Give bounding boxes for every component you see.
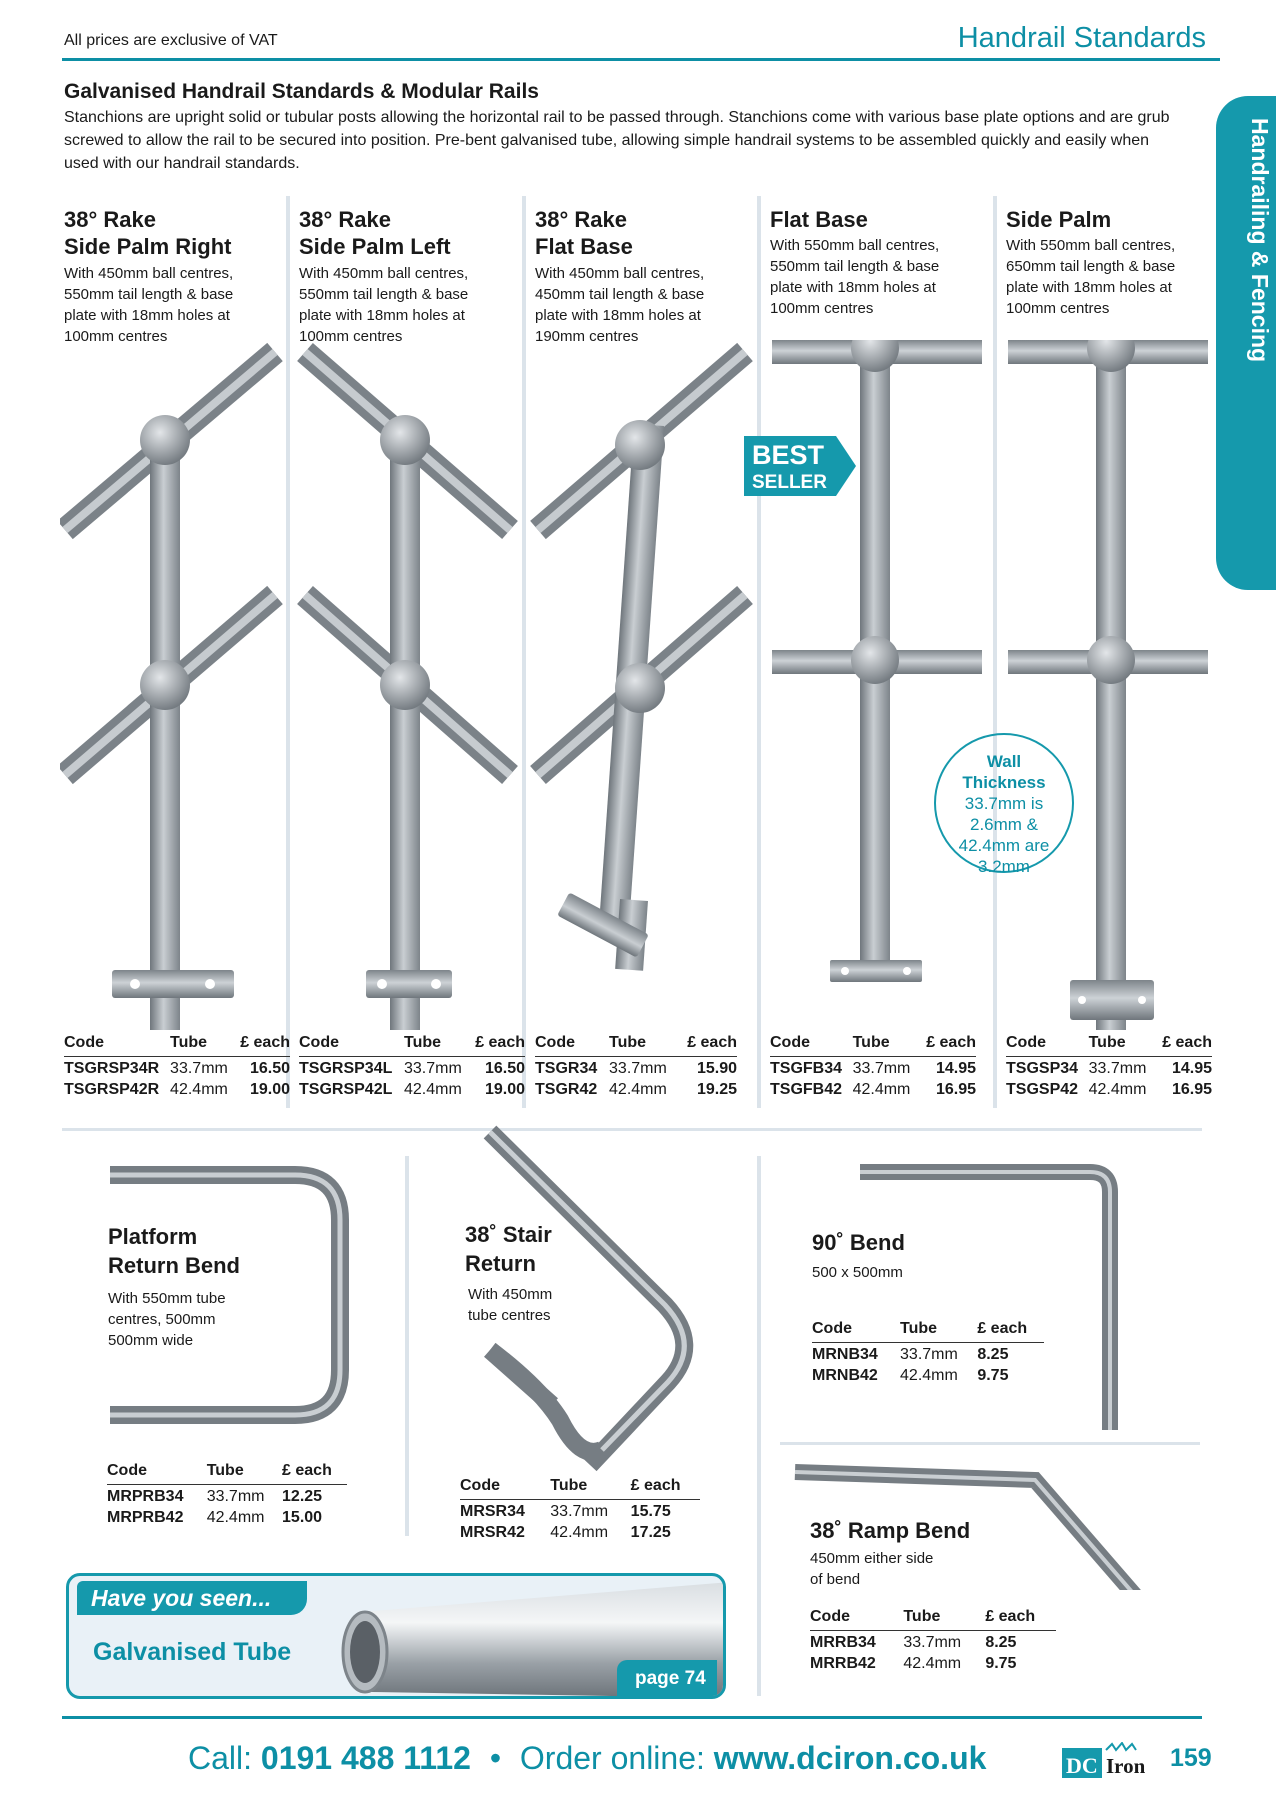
cell-code: TSGRSP42L — [299, 1081, 393, 1098]
cell-tube: 33.7mm — [170, 1060, 228, 1077]
table-row — [812, 1343, 1044, 1365]
section-title: Handrail Standards — [957, 22, 1206, 54]
price-table — [770, 1032, 976, 1099]
price-table — [1006, 1032, 1212, 1099]
table-row — [810, 1631, 1056, 1653]
phone-number[interactable]: 0191 488 1112 — [260, 1740, 471, 1776]
table-row — [460, 1521, 700, 1542]
table-row — [810, 1652, 1056, 1673]
title-line: Return Bend — [108, 1253, 240, 1278]
wall-note-line: Wall — [986, 752, 1022, 771]
cell-price: 9.75 — [985, 1655, 1017, 1672]
cell-code: MRPRB42 — [107, 1509, 184, 1526]
price-table — [64, 1032, 290, 1099]
header-price: £ each — [282, 1460, 347, 1485]
stanchion-illustrations — [60, 340, 1210, 1030]
table-row — [107, 1506, 347, 1527]
table-row — [299, 1078, 525, 1099]
wall-thickness-note — [934, 733, 1074, 876]
product-title — [64, 206, 231, 260]
product-title-line: Side Palm — [1006, 207, 1112, 232]
header-code: Code — [810, 1606, 903, 1631]
header-price: £ each — [985, 1606, 1056, 1631]
website-link[interactable]: www.dciron.co.uk — [713, 1740, 987, 1776]
cell-code: TSGFB42 — [770, 1081, 843, 1098]
table-row — [64, 1078, 290, 1099]
desc-line: of bend — [810, 1571, 861, 1588]
cell-tube: 42.4mm — [852, 1081, 911, 1098]
header-price: £ each — [1155, 1032, 1212, 1057]
desc-line: centres, 500mm — [108, 1311, 216, 1328]
cell-price: 8.25 — [985, 1634, 1017, 1651]
cell-tube: 33.7mm — [852, 1060, 911, 1077]
cell-code: TSGSP34 — [1006, 1060, 1079, 1077]
cell-tube: 42.4mm — [1088, 1081, 1147, 1098]
logo-iron-text: Iron — [1106, 1754, 1146, 1778]
cell-price: 16.50 — [484, 1060, 525, 1077]
cell-price: 19.25 — [696, 1081, 737, 1098]
dc-iron-logo — [1062, 1742, 1156, 1778]
cell-price: 14.95 — [1171, 1060, 1212, 1077]
header-code: Code — [812, 1318, 900, 1343]
table-row — [535, 1078, 737, 1099]
product-title-line: Side Palm Right — [64, 234, 232, 259]
cell-price: 19.00 — [484, 1081, 525, 1098]
wall-note-line: Thickness — [962, 773, 1046, 792]
cell-price: 15.00 — [282, 1509, 323, 1526]
stanchion-rake-flat-base-image — [538, 352, 745, 971]
wall-note-line: 2.6mm & — [969, 815, 1039, 834]
header-tube: Tube — [900, 1318, 977, 1343]
desc-line: With 450mm — [468, 1286, 553, 1303]
price-table — [460, 1475, 700, 1542]
cell-code: MRNB42 — [812, 1367, 878, 1384]
ramp-bend-description — [810, 1548, 933, 1590]
cell-code: MRSR34 — [460, 1503, 525, 1520]
table-row — [107, 1485, 347, 1507]
stair-return-description — [468, 1284, 552, 1326]
cell-price: 14.95 — [935, 1060, 976, 1077]
product-description: With 450mm ball centres, 450mm tail length & base plate with 18mm holes at 190mm centres — [535, 265, 705, 345]
table-row — [1006, 1057, 1212, 1079]
header-price: £ each — [678, 1032, 737, 1057]
footer-contact — [188, 1740, 986, 1777]
stanchion-side-palm-right-image — [65, 352, 275, 1030]
header-price: £ each — [234, 1032, 290, 1057]
cell-price: 8.25 — [977, 1346, 1009, 1363]
cell-tube: 33.7mm — [609, 1060, 667, 1077]
product-title-line: 38° Rake — [535, 207, 627, 232]
title-line: Platform — [108, 1224, 198, 1249]
desc-line: 500mm wide — [108, 1332, 194, 1349]
wall-note-line: 33.7mm is — [964, 794, 1044, 813]
header-code: Code — [460, 1475, 550, 1500]
platform-return-title — [108, 1222, 240, 1280]
table-row — [770, 1078, 976, 1099]
call-label: Call: — [188, 1740, 253, 1776]
product-title-line: Flat Base — [770, 207, 868, 232]
header-tube: Tube — [853, 1032, 919, 1057]
product-title — [1006, 206, 1111, 233]
cell-tube: 42.4mm — [609, 1081, 667, 1098]
cell-code: TSGR42 — [535, 1081, 598, 1098]
ninety-bend-title: 90˚ Bend — [812, 1230, 905, 1255]
header-code: Code — [770, 1032, 853, 1057]
header-tube: Tube — [1089, 1032, 1155, 1057]
product-title — [535, 206, 633, 260]
cell-tube: 42.4mm — [403, 1081, 462, 1098]
cell-tube: 33.7mm — [403, 1060, 462, 1077]
cell-tube: 42.4mm — [170, 1081, 228, 1098]
cell-code: TSGRSP34L — [299, 1060, 393, 1077]
product-description: With 550mm ball centres, 550mm tail length & base plate with 18mm holes at 100mm centres — [770, 237, 940, 317]
desc-line: With 550mm tube — [108, 1290, 226, 1307]
header-code: Code — [1006, 1032, 1089, 1057]
price-table — [535, 1032, 737, 1099]
page-reference-link[interactable]: page 74 — [617, 1660, 717, 1698]
cell-code: TSGR34 — [535, 1060, 598, 1077]
price-table — [810, 1606, 1056, 1673]
product-description: With 450mm ball centres, 550mm tail length & base plate with 18mm holes at 100mm centres — [299, 265, 469, 345]
cell-tube: 33.7mm — [550, 1503, 609, 1520]
product-title-line: Side Palm Left — [299, 234, 451, 259]
cell-tube: 42.4mm — [900, 1367, 958, 1384]
product-title-line: 38° Rake — [64, 207, 156, 232]
ninety-bend-description: 500 x 500mm — [812, 1264, 903, 1281]
footer-divider — [62, 1716, 1202, 1719]
price-table — [107, 1460, 347, 1527]
cell-code: MRRB34 — [810, 1634, 876, 1651]
title-line: 38˚ Stair — [465, 1222, 552, 1247]
header-price: £ each — [469, 1032, 525, 1057]
table-row — [770, 1057, 976, 1079]
cell-code: MRNB34 — [812, 1346, 878, 1363]
intro-body: Stanchions are upright solid or tubular posts allowing the horizontal rail to be passed through. Stanchions come with various base plate options and are grub screwed to allow the rail to be secured into position. Pre-bent galvanised tube, allowing simple handrail systems to be assembled quickly and easily when used with our handrail standards. — [64, 109, 1170, 172]
price-table — [812, 1318, 1044, 1385]
order-label: Order online: — [519, 1740, 705, 1776]
best-seller-line1: BEST — [752, 440, 825, 470]
stanchion-side-palm-left-image — [305, 352, 510, 1030]
header-code: Code — [107, 1460, 207, 1485]
product-description: With 550mm ball centres, 650mm tail length & base plate with 18mm holes at 100mm centres — [1006, 237, 1176, 317]
promo-product-name[interactable]: Galvanised Tube — [93, 1638, 292, 1666]
header-tube: Tube — [170, 1032, 234, 1057]
cell-code: TSGFB34 — [770, 1060, 843, 1077]
cell-code: MRRB42 — [810, 1655, 876, 1672]
page-number: 159 — [1170, 1744, 1212, 1772]
header-price: £ each — [977, 1318, 1044, 1343]
cell-code: TSGSP42 — [1006, 1081, 1079, 1098]
table-row — [1006, 1078, 1212, 1099]
cell-tube: 42.4mm — [903, 1655, 962, 1672]
wall-note-line: 3.2mm — [978, 857, 1030, 876]
top-divider — [62, 58, 1220, 61]
header-code: Code — [299, 1032, 404, 1057]
platform-return-description — [108, 1288, 226, 1351]
cell-code: TSGRSP34R — [64, 1060, 160, 1077]
cell-price: 17.25 — [630, 1524, 671, 1541]
have-you-seen-panel[interactable] — [66, 1573, 726, 1699]
product-description: With 450mm ball centres, 550mm tail length & base plate with 18mm holes at 100mm centres — [64, 265, 234, 345]
best-seller-line2: SELLER — [752, 472, 827, 493]
cell-tube: 33.7mm — [900, 1346, 958, 1363]
cell-code: TSGRSP42R — [64, 1081, 160, 1098]
table-row — [460, 1500, 700, 1522]
side-category-tab[interactable] — [1216, 96, 1276, 590]
stanchion-side-palm-image — [1008, 340, 1208, 1030]
cell-price: 15.75 — [630, 1503, 671, 1520]
header-tube: Tube — [609, 1032, 678, 1057]
table-row — [299, 1057, 525, 1079]
logo-dc-text: DC — [1066, 1753, 1098, 1778]
cell-price: 19.00 — [249, 1081, 290, 1098]
cell-price: 15.90 — [696, 1060, 737, 1077]
table-row — [64, 1057, 290, 1079]
side-tab-label: Handrailing & Fencing — [1247, 118, 1273, 363]
footer-bullet: • — [489, 1740, 502, 1776]
product-title — [299, 206, 451, 260]
cell-price: 9.75 — [977, 1367, 1009, 1384]
product-title — [770, 206, 868, 233]
header-code: Code — [64, 1032, 170, 1057]
cell-price: 16.50 — [249, 1060, 290, 1077]
cell-code: MRSR42 — [460, 1524, 525, 1541]
header-tube: Tube — [404, 1032, 469, 1057]
header-code: Code — [535, 1032, 609, 1057]
cell-tube: 33.7mm — [206, 1488, 265, 1505]
cell-price: 12.25 — [282, 1488, 323, 1505]
cell-tube: 33.7mm — [1088, 1060, 1147, 1077]
product-title-line: 38° Rake — [299, 207, 391, 232]
desc-line: tube centres — [468, 1307, 551, 1324]
header-price: £ each — [631, 1475, 700, 1500]
cell-price: 16.95 — [935, 1081, 976, 1098]
price-table — [299, 1032, 525, 1099]
wall-note-line: 42.4mm are — [958, 836, 1050, 855]
have-you-seen-banner: Have you seen... — [77, 1581, 307, 1615]
cell-tube: 33.7mm — [903, 1634, 962, 1651]
cell-tube: 42.4mm — [550, 1524, 609, 1541]
desc-line: 450mm either side — [810, 1550, 934, 1567]
cell-price: 16.95 — [1171, 1081, 1212, 1098]
intro-title: Galvanised Handrail Standards & Modular Rails — [64, 80, 539, 103]
ramp-bend-title: 38˚ Ramp Bend — [810, 1518, 971, 1543]
stair-return-title — [465, 1220, 552, 1278]
best-seller-badge — [744, 436, 860, 496]
table-row — [812, 1364, 1044, 1385]
cell-tube: 42.4mm — [206, 1509, 265, 1526]
product-title-line: Flat Base — [535, 234, 633, 259]
table-row — [535, 1057, 737, 1079]
header-price: £ each — [919, 1032, 976, 1057]
header-tube: Tube — [207, 1460, 282, 1485]
header-tube: Tube — [550, 1475, 630, 1500]
cell-code: MRPRB34 — [107, 1488, 184, 1505]
header-tube: Tube — [903, 1606, 985, 1631]
vat-note: All prices are exclusive of VAT — [64, 32, 278, 49]
title-line: Return — [465, 1251, 536, 1276]
